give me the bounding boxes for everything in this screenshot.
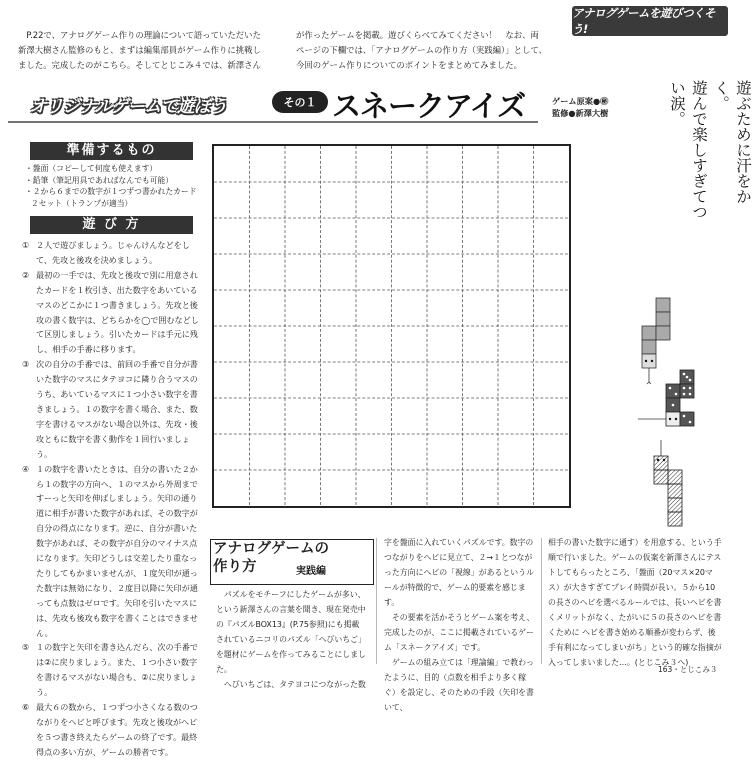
rule-number: ① [22,240,30,250]
article-column-3: 相手の書いた数字に通す）を用意する、という手順で行いました。ゲームの仮案を新澤さんにテストしてもらったところ、「盤面（20マス×20マス）が大きすぎてプレイ時間が長い。５から10の長さのヘビを選べるルールでは、長いヘビを書くメリットがなく、たがいに５の長さのヘビを書くために ヘビを書き始める順番が変わらず、後手有利になってしまいがち」という的確な指摘が入ってしまいました…。(とじこみ３へ) [548,538,722,667]
article-title-line2: 作り方 [213,559,257,575]
article-title-line1: アナログゲームの [213,541,329,557]
rule-item [22,238,200,268]
game-credit-supervisor: 監修●新澤大樹 [552,108,609,118]
rule-text: ２人で遊びましょう。じゃんけんなどをして、先攻と後攻を決めましょう。 [36,240,190,265]
preparation-heading: 準備するもの [30,142,193,160]
game-title-lead: オリジナルゲームで遊ぼう [30,97,227,117]
rule-item [22,640,200,700]
rule-item [22,268,200,357]
rule-number: ④ [22,463,30,474]
game-title: スネークアイズ [332,89,526,123]
game-number-badge: その１ [272,91,328,113]
preparation-item: ・鉛筆（筆記用具であればなんでも可能） [25,175,174,185]
dice-snake-icon [666,370,694,426]
rule-item [22,462,200,641]
preparation-item: ・２から６までの数字が１つずつ書かれたカード２セット（トランプが適当） [25,187,197,208]
rule-text: 最初の一手では、先攻と後攻で別に用意されたカードを１枚引き、出た数字をあいているマスのどこかに１つ書きましょう。先攻と後攻の書く数字は、どちらかを◯で囲むなどして区別しましょう。引いたカードは手元に残し、相手の手番に移ります。 [36,269,199,355]
preparation-list [25,163,197,209]
rule-text: １の数字と矢印を書き込んだら、次の手番では②に戻りましょう。また、１つ小さい数字を書けるマスがない場合も、②に戻りましょう。 [36,642,198,698]
rule-number: ⑥ [22,702,30,713]
intro-text-left: P.22で、アナログゲーム作りの理論について語っていただいた 新澤大樹さん監修のもと、まずは編集部員がゲーム作りに挑戦し ました。完成したのがこちら。そしてとじこみ４では、新澤さん [18,30,261,70]
gray-snake-icon [642,298,670,368]
column-divider [541,538,542,664]
rule-number: ⑤ [22,642,30,653]
rule-item [22,700,200,760]
rule-number: ③ [22,359,30,370]
preparation-item: ・盤面（コピーして何度も使えます） [25,164,158,173]
article-column-1: パズルをモチーフにしたゲームが多い、という新澤さんの言葉を聞き、現在発売中の『パズルBOX13』(P.75参照)にも掲載されているニコリのパズル「ヘびいちご」を題材にゲームを作ってみることにしました。 ヘびいちごは、タテヨコにつながった数 [216,590,366,689]
corner-title: アナログゲームを遊びつくそう! [572,6,728,36]
rule-text: 次の自分の手番では、前回の手番で自分が書いた数字のマスにタテヨコに隣り合うマスのうち、あいているマスに１つ小さい数字を書きましょう。１の数字を書く場合、また、数字を書けるマスがない場合以外は、先攻・後攻ともに数字を書く動作を１回行いましょう。 [36,359,198,459]
rule-item [22,357,200,461]
rule-number: ② [22,269,30,280]
column-divider [376,538,377,664]
game-credit-designer: ゲーム原案●㊙ [552,96,609,106]
hatched-snake-icon [654,456,682,526]
rule-text: 最大６の数から、１つずつ小さくなる数のつながりをヘビと呼びます。先攻と後攻がヘビを５つ書き終えたらゲームの終了です。最終得点の多い方が、ゲームの勝者です。 [36,702,198,757]
tagline: 遊ぶために汗をかく。 遊んで楽しすぎてつい涙。 [668,80,752,220]
rule-text: １の数字を書いたときは、自分の書いた２から１の数字の方向へ、１のマスから外周まですーっと矢印を伸ばしましょう。矢印の通り道に相手が書いた数字があれば、その数字が自分の得点になります。逆に、自分が書いた数字があれば、その数字が自分のマイナス点になります。矢印どうしは交差したり重なったりしてもかまいませんが、１度矢印が通った数字は無効になり、２度目以降に矢印が通っても点数はゼロです。矢印を引いたマスには、先攻も後攻も数字を書くことはできません。 [36,463,198,638]
game-board [212,144,571,508]
how-to-play-heading: 遊 び 方 [30,216,193,234]
snake-pieces-illustration [628,292,708,527]
article-column-2: 字を盤面に入れていくパズルです。数字のつながりをヘビに見立て、２→１とつながった方向にヘビの「視線」があるというルールが特徴的で、ゲーム的要素を感じます。 その要素を活かそうとゲーム案を考え、完成したのが、ここに掲載されているゲーム「スネークアイズ」です。 ゲームの組み立ては「理論編」で教わったように、目的（点数を相手より多く稼ぐ）を設定し、そのための手段（矢印を書いて、 [384,538,535,712]
rules-list [22,238,200,760]
article-subtitle: 実践編 [296,566,326,577]
page-number: 163・とじこみ３ [658,665,718,674]
intro-text-right: が作ったゲームを掲載。遊びくらべてみてください！ なお、両 ページの下欄では、「アナログゲームの作り方（実践編）」として、 今回のゲーム作りについてのポイントをまとめてみました。 [296,30,547,70]
